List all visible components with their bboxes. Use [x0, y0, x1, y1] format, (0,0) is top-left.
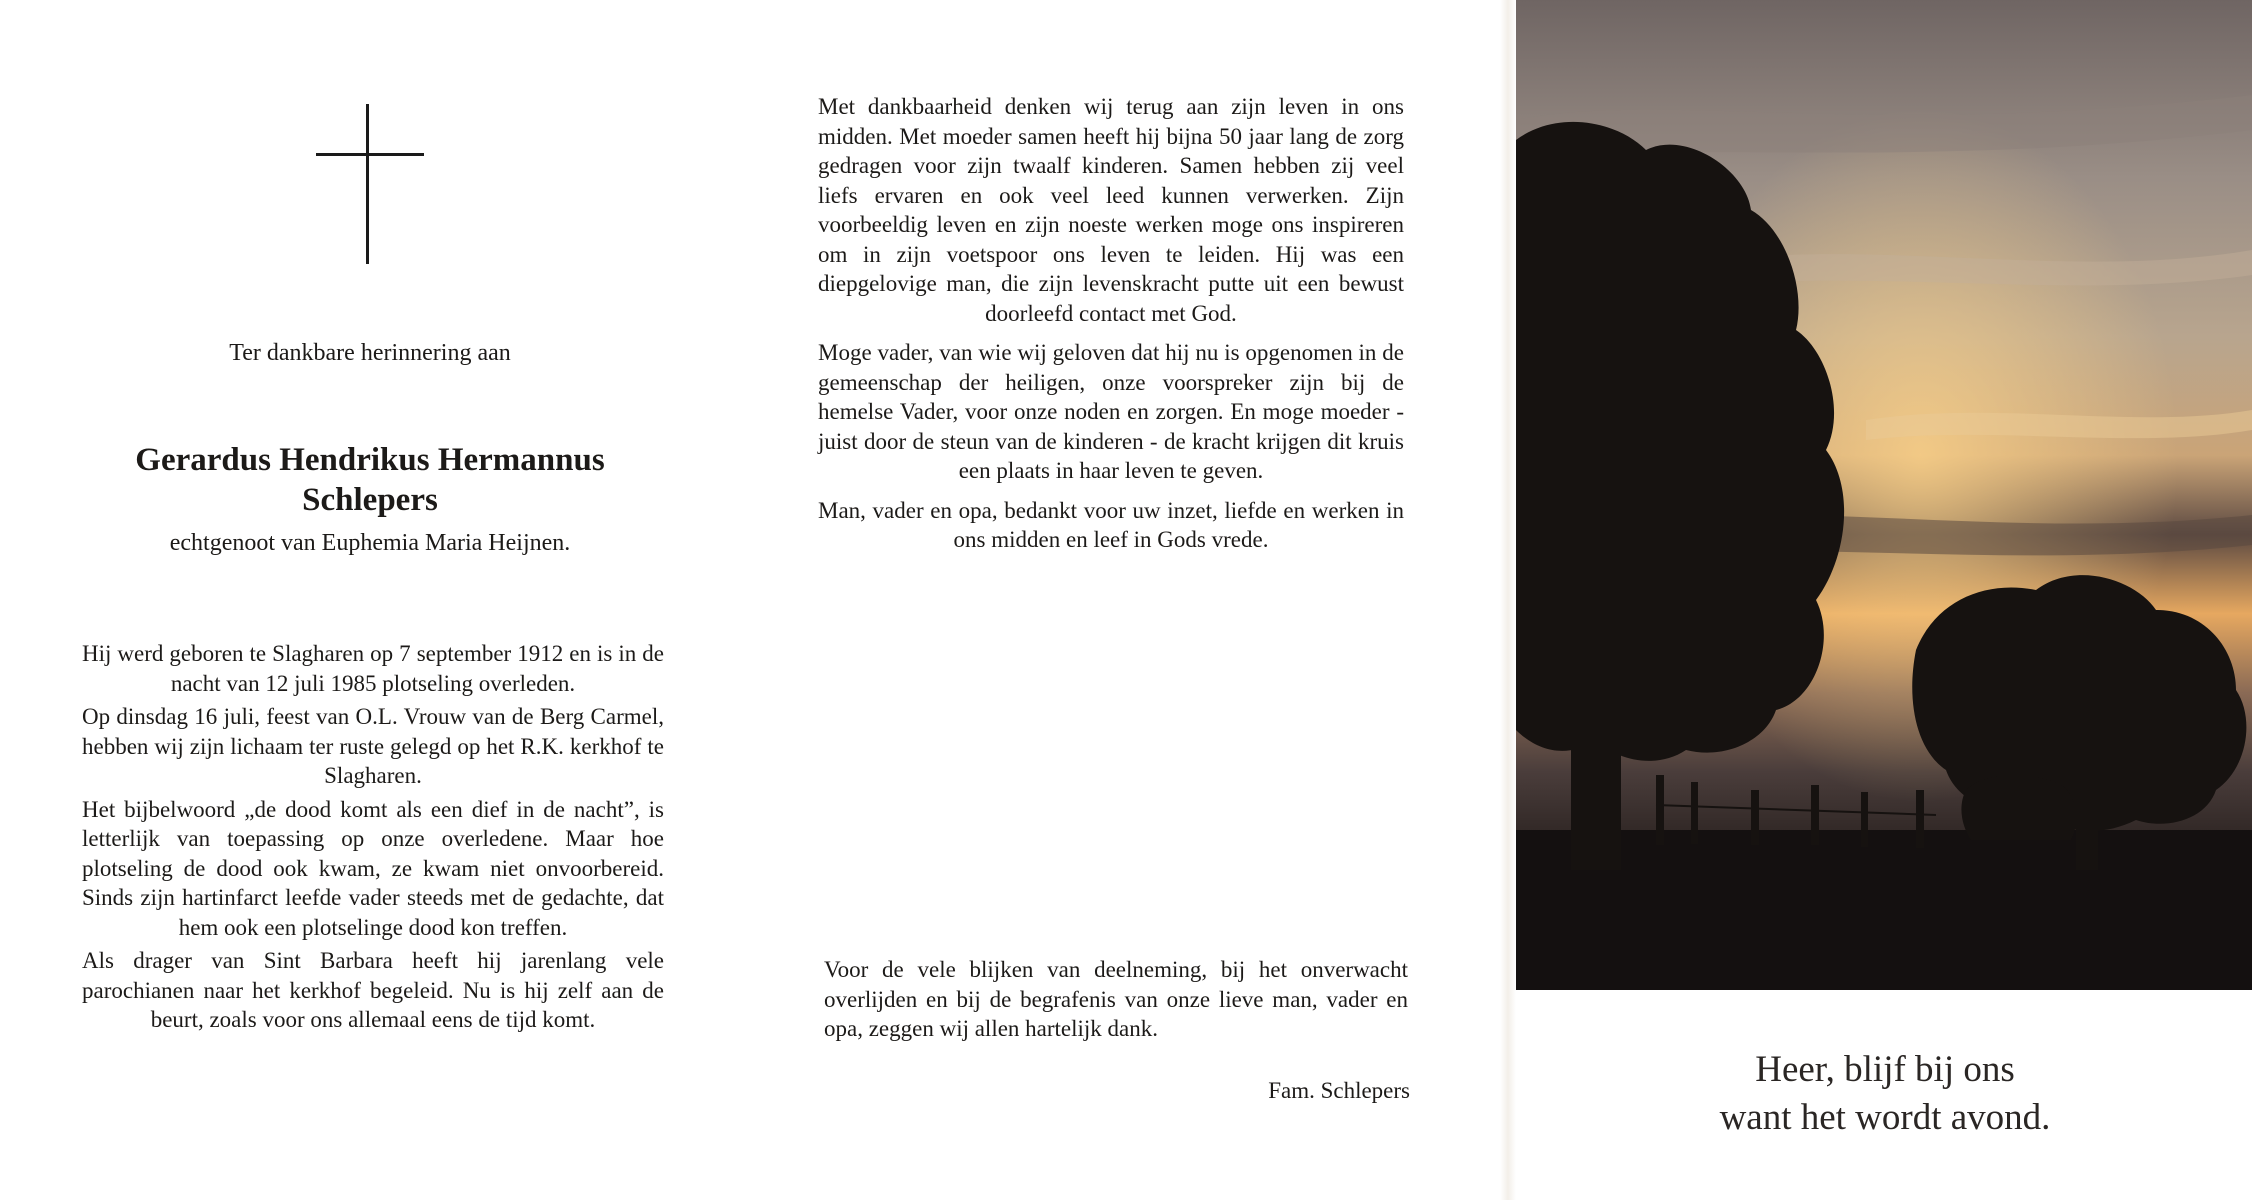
sunset-photo — [1516, 0, 2252, 990]
paragraph: Hij werd geboren te Slagharen op 7 september 1912 en is in de nacht van 12 juli 1985 plotseling overleden. — [82, 641, 664, 696]
deceased-name — [40, 440, 700, 520]
paragraph: Op dinsdag 16 juli, feest van O.L. Vrouw van de Berg Carmel, hebben wij zijn lichaam ter ruste gelegd op het R.K. kerkhof te Slagharen. — [82, 704, 664, 788]
intro-line: Ter dankbare herinnering aan — [229, 340, 511, 366]
closing-verse — [1600, 1046, 2170, 1142]
card-fold — [1500, 0, 1516, 1200]
cross-icon — [316, 104, 424, 264]
verse-line-1: Heer, blijf bij ons — [1755, 1049, 2015, 1090]
thanks-text — [824, 955, 1408, 1048]
paragraph: Met dankbaarheid denken wij terug aan zijn leven in ons midden. Met moeder samen heeft hij bijna 50 jaar lang de zorg gedragen voor zijn twaalf kinderen. Samen hebben zij veel liefs ervaren en ook veel leed kunnen verwerken. Zijn voorbeeldig leven en zijn noeste werken moge ons inspireren om in zijn voetspoor ons leven te leiden. Hij was een diepgelovige man, die zijn levenskracht putte uit een bewust doorleefd contact met God. — [818, 94, 1404, 326]
paragraph: Als drager van Sint Barbara heeft hij jarenlang vele parochianen naar het kerkhof begeleid. Nu is hij zelf aan de beurt, zoals voor ons allemaal eens de tijd komt. — [82, 948, 664, 1032]
paragraph: Voor de vele blijken van deelneming, bij het onverwacht overlijden en bij de begrafenis van onze lieve man, vader en opa, zeggen wij allen hartelijk dank. — [824, 957, 1408, 1041]
paragraph: Moge vader, van wie wij geloven dat hij nu is opgenomen in de gemeenschap der heiligen, onze voorspreker zijn bij de hemelse Vader, voor onze noden en zorgen. En moge moeder - juist door de steun van de kinderen - de kracht krijgen dit kruis een plaats in haar leven te geven. — [818, 340, 1404, 483]
name-line-1: Gerardus Hendrikus Hermannus — [135, 442, 605, 478]
verse-line-2: want het wordt avond. — [1719, 1097, 2051, 1138]
biography-text — [82, 639, 664, 1039]
spouse-line: echtgenoot van Euphemia Maria Heijnen. — [169, 530, 571, 556]
paragraph: Man, vader en opa, bedankt voor uw inzet, liefde en werken in ons midden en leef in Gods vrede. — [818, 497, 1404, 552]
remembrance-text — [818, 92, 1404, 565]
name-line-2: Schlepers — [302, 482, 438, 518]
family-signature: Fam. Schlepers — [1268, 1078, 1410, 1103]
paragraph: Het bijbelwoord „de dood komt als een dief in de nacht”, is letterlijk van toepassing op onze overledene. Maar hoe plotseling de dood ook kwam, ze kwam niet onvoorbereid. Sinds zijn hartinfarct leefde vader steeds met de gedachte, dat hem ook een plotselinge dood kon treffen. — [82, 796, 664, 940]
